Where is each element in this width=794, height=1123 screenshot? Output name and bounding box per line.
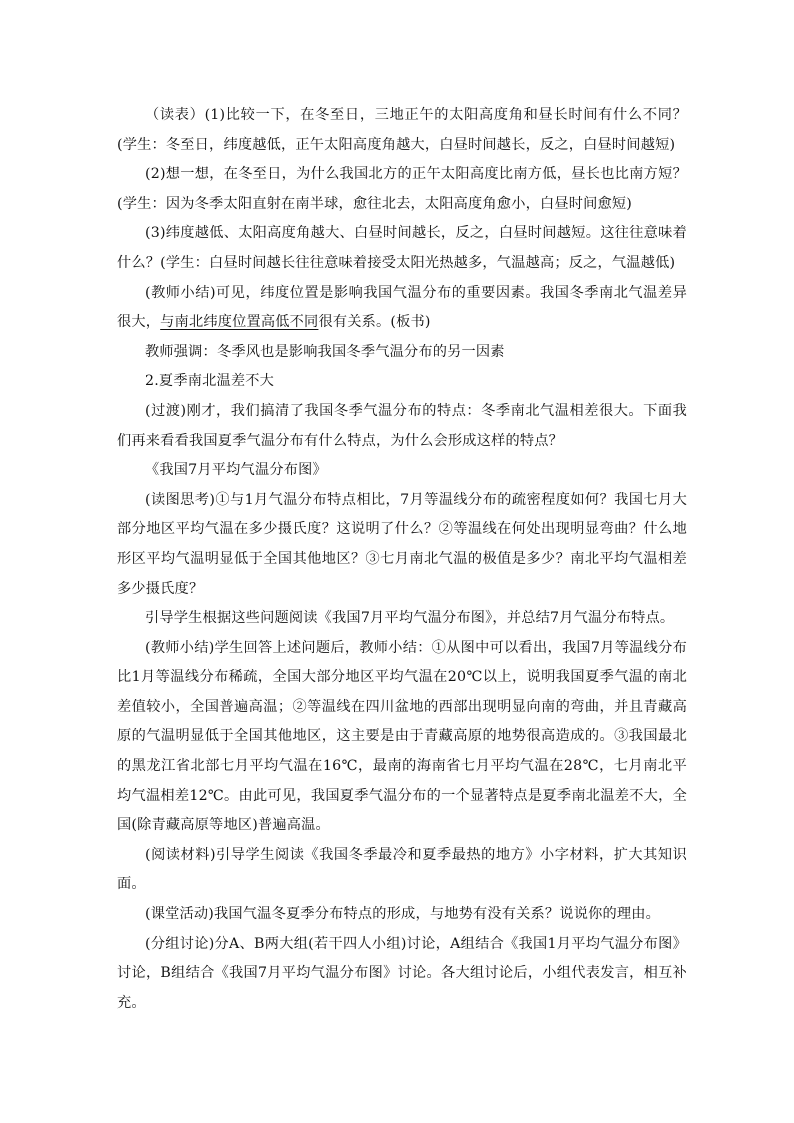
paragraph-group-discussion: (分组讨论)分A、B两大组(若干四人小组)讨论，A组结合《我国1月平均气温分布图》讨论，B组结合《我国7月平均气温分布图》讨论。各大组讨论后，小组代表发言，相互补充。 — [117, 935, 687, 1011]
paragraph-q3: (3)纬度越低、太阳高度角越大、白昼时间越长，反之，白昼时间越短。这往往意味着什么？(学生：白昼时间越长往往意味着接受太阳光热越多，气温越高；反之，气温越低) — [117, 225, 687, 271]
underlined-key-phrase: 与南北纬度位置高低不同 — [160, 314, 319, 331]
section-heading-summer: 2.夏季南北温差不大 — [145, 373, 275, 390]
paragraph-transition: (过渡)刚才，我们搞清了我国冬季气温分布的特点：冬季南北气温相差很大。下面我们再来看看我国夏季气温分布有什么特点，为什么会形成这样的特点？ — [117, 402, 687, 449]
paragraph-teacher-summary-july: (教师小结)学生回答上述问题后，教师小结：①从图中可以看出，我国7月等温线分布比1月等温线分布稀疏，全国大部分地区平均气温在20℃以上，说明我国夏季气温的南北差值较小，全国普遍高温；②等温线在四川盆地的西部出现明显向南的弯曲，并且青藏高原的气温明显低于全国其他地区，这主要是由于青藏高原的地势很高造成的。③我国最北的黑龙江省北部七月平均气温在16℃，最南的海南省七月平均气温在28℃，七月南北平均气温相差12℃。由此可见，我国夏季气温分布的一个显著特点是夏季南北温差不大，全国(除青藏高原等地区)普遍高温。 — [117, 639, 687, 834]
paragraph-think-q2: (2)想一想，在冬至日，为什么我国北方的正午太阳高度比南方低，昼长也比南方短？(学生：因为冬季太阳直射在南半球，愈往北去，太阳高度角愈小，白昼时间愈短) — [117, 166, 687, 212]
document-body — [117, 101, 687, 1018]
paragraph-map-questions: (读图思考)①与1月气温分布特点相比，7月等温线分布的疏密程度如何？我国七月大部分地区平均气温在多少摄氏度？这说明了什么？②等温线在何处出现明显弯曲？什么地形区平均气温明显低于全国其他地区？③七月南北气温的极值是多少？南北平均气温相差多少摄氏度？ — [117, 491, 687, 597]
paragraph-class-activity: (课堂活动)我国气温冬夏季分布特点的形成，与地势有没有关系？说说你的理由。 — [145, 906, 661, 923]
map-title-july: 《我国7月平均气温分布图》 — [145, 462, 327, 479]
paragraph-teacher-summary-latitude — [117, 279, 687, 338]
paragraph-reading-material: (阅读材料)引导学生阅读《我国冬季最冷和夏季最热的地方》小字材料，扩大其知识面。 — [117, 846, 687, 893]
paragraph-read-table-q1: （读表）(1)比较一下，在冬至日，三地正午的太阳高度角和昼长时间有什么不同？(学生：冬至日，纬度越低，正午太阳高度角越大，白昼时间越长，反之，白昼时间越短) — [117, 107, 687, 153]
summary-text-start: (教师小结)可见，纬度位置是影响我国气温分布的重要因素。我国冬季南北气温差异很大， — [117, 284, 687, 331]
paragraph-teacher-emphasis: 教师强调：冬季风也是影响我国冬季气温分布的另一因素 — [145, 343, 505, 360]
paragraph-guide-reading: 引导学生根据这些问题阅读《我国7月平均气温分布图》，并总结7月气温分布特点。 — [145, 610, 675, 627]
summary-text-end: 很有关系。(板书) — [318, 314, 431, 331]
